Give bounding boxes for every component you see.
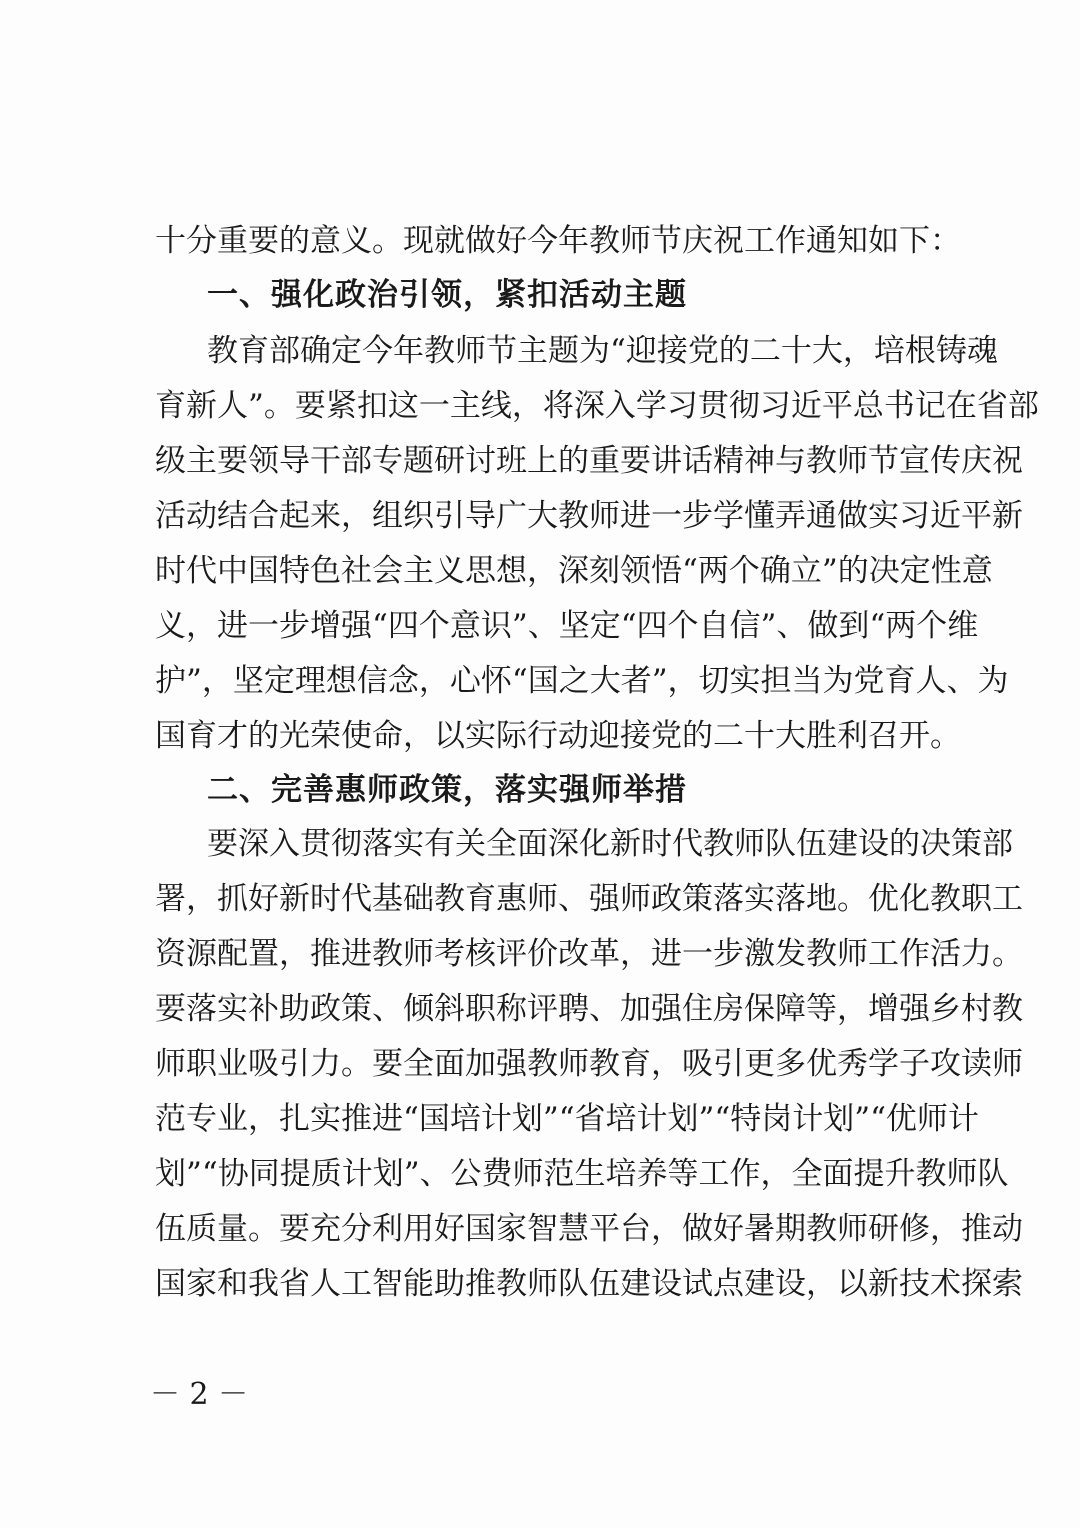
body-line-5: 级主要领导干部专题研讨班上的重要讲话精神与教师节宣传庆祝: [155, 443, 1023, 479]
body-line-8: 义，进一步增强“四个意识”、坚定“四个自信”、做到“两个维: [155, 608, 979, 644]
body-line-10: 国育才的光荣使命，以实际行动迎接党的二十大胜利召开。: [155, 718, 961, 754]
page-number: － 2 －: [150, 1377, 249, 1412]
body-line-18: 划”“协同提质计划”、公费师范生培养等工作，全面提升教师队: [155, 1156, 1009, 1192]
body-line-14: 资源配置，推进教师考核评价改革，进一步激发教师工作活力。: [155, 936, 1023, 972]
body-line-12: 要深入贯彻落实有关全面深化新时代教师队伍建设的决策部: [207, 826, 1013, 862]
body-line-9: 护”，坚定理想信念，心怀“国之大者”，切实担当为党育人、为: [155, 663, 1009, 699]
body-line-3: 教育部确定今年教师节主题为“迎接党的二十大，培根铸魂: [207, 333, 998, 369]
body-line-4: 育新人”。要紧扣这一主线，将深入学习贯彻习近平总书记在省部: [155, 388, 1039, 424]
body-line-7: 时代中国特色社会主义思想，深刻领悟“两个确立”的决定性意: [155, 553, 993, 589]
body-line-15: 要落实补助政策、倾斜职称评聘、加强住房保障等，增强乡村教: [155, 991, 1023, 1027]
body-line-19: 伍质量。要充分利用好国家智慧平台，做好暑期教师研修，推动: [155, 1211, 1023, 1247]
body-line-1: 十分重要的意义。现就做好今年教师节庆祝工作通知如下：: [155, 223, 961, 259]
body-line-16: 师职业吸引力。要全面加强教师教育，吸引更多优秀学子攻读师: [155, 1046, 1023, 1082]
body-line-13: 署，抓好新时代基础教育惠师、强师政策落实落地。优化教职工: [155, 881, 1023, 917]
body-line-6: 活动结合起来，组织引导广大教师进一步学懂弄通做实习近平新: [155, 498, 1023, 534]
section-heading-2: 二、完善惠师政策，落实强师举措: [207, 772, 687, 808]
body-line-17: 范专业，扎实推进“国培计划”“省培计划”“特岗计划”“优师计: [155, 1101, 979, 1137]
body-line-20: 国家和我省人工智能助推教师队伍建设试点建设，以新技术探索: [155, 1266, 1023, 1302]
section-heading-1: 一、强化政治引领，紧扣活动主题: [207, 277, 687, 313]
